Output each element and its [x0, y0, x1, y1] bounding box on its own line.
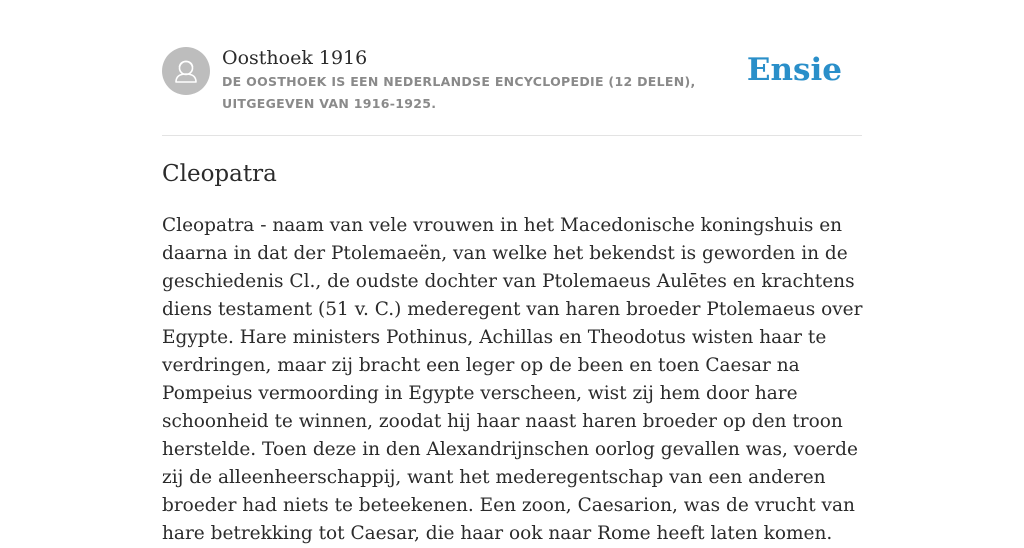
- article-body: Cleopatra - naam van vele vrouwen in het Macedonische koningshuis en daarna in dat der Ptolemaeën, van welke het bekendst is geworden in de geschiedenis Cl., de oudste dochter van Ptolemaeus Aulētes en krachtens diens testament (51 v. C.) mederegent van haren broeder Ptolemaeus over Egypte. Hare ministers Pothinus, Achillas en Theodotus wisten haar te verdringen, maar zij bracht een leger op de been en toen Caesar na Pompeius vermoording in Egypte verscheen, wist zij hem door hare schoonheid te winnen, zoodat hij haar naast haren broeder op den troon herstelde. Toen deze in den Alexandrijnschen oorlog gevallen was, voerde zij de alleenheerschappij, want het mederegentschap van een anderen broeder had niets te beteekenen. Een zoon, Caesarion, was de vrucht van hare betrekking tot Caesar, die haar ook naar Rome heeft laten komen.: [162, 215, 863, 544]
- source-description: DE OOSTHOEK IS EEN NEDERLANDSE ENCYCLOPEDIE (12 DELEN), UITGEGEVEN VAN 1916-1925.: [222, 74, 696, 111]
- article-title: Cleopatra: [162, 161, 277, 187]
- divider: [162, 135, 862, 136]
- brand-logo-link[interactable]: Ensie: [746, 52, 842, 88]
- source-name[interactable]: Oosthoek 1916: [222, 47, 368, 69]
- user-icon: [162, 47, 210, 95]
- source-header: [162, 46, 862, 116]
